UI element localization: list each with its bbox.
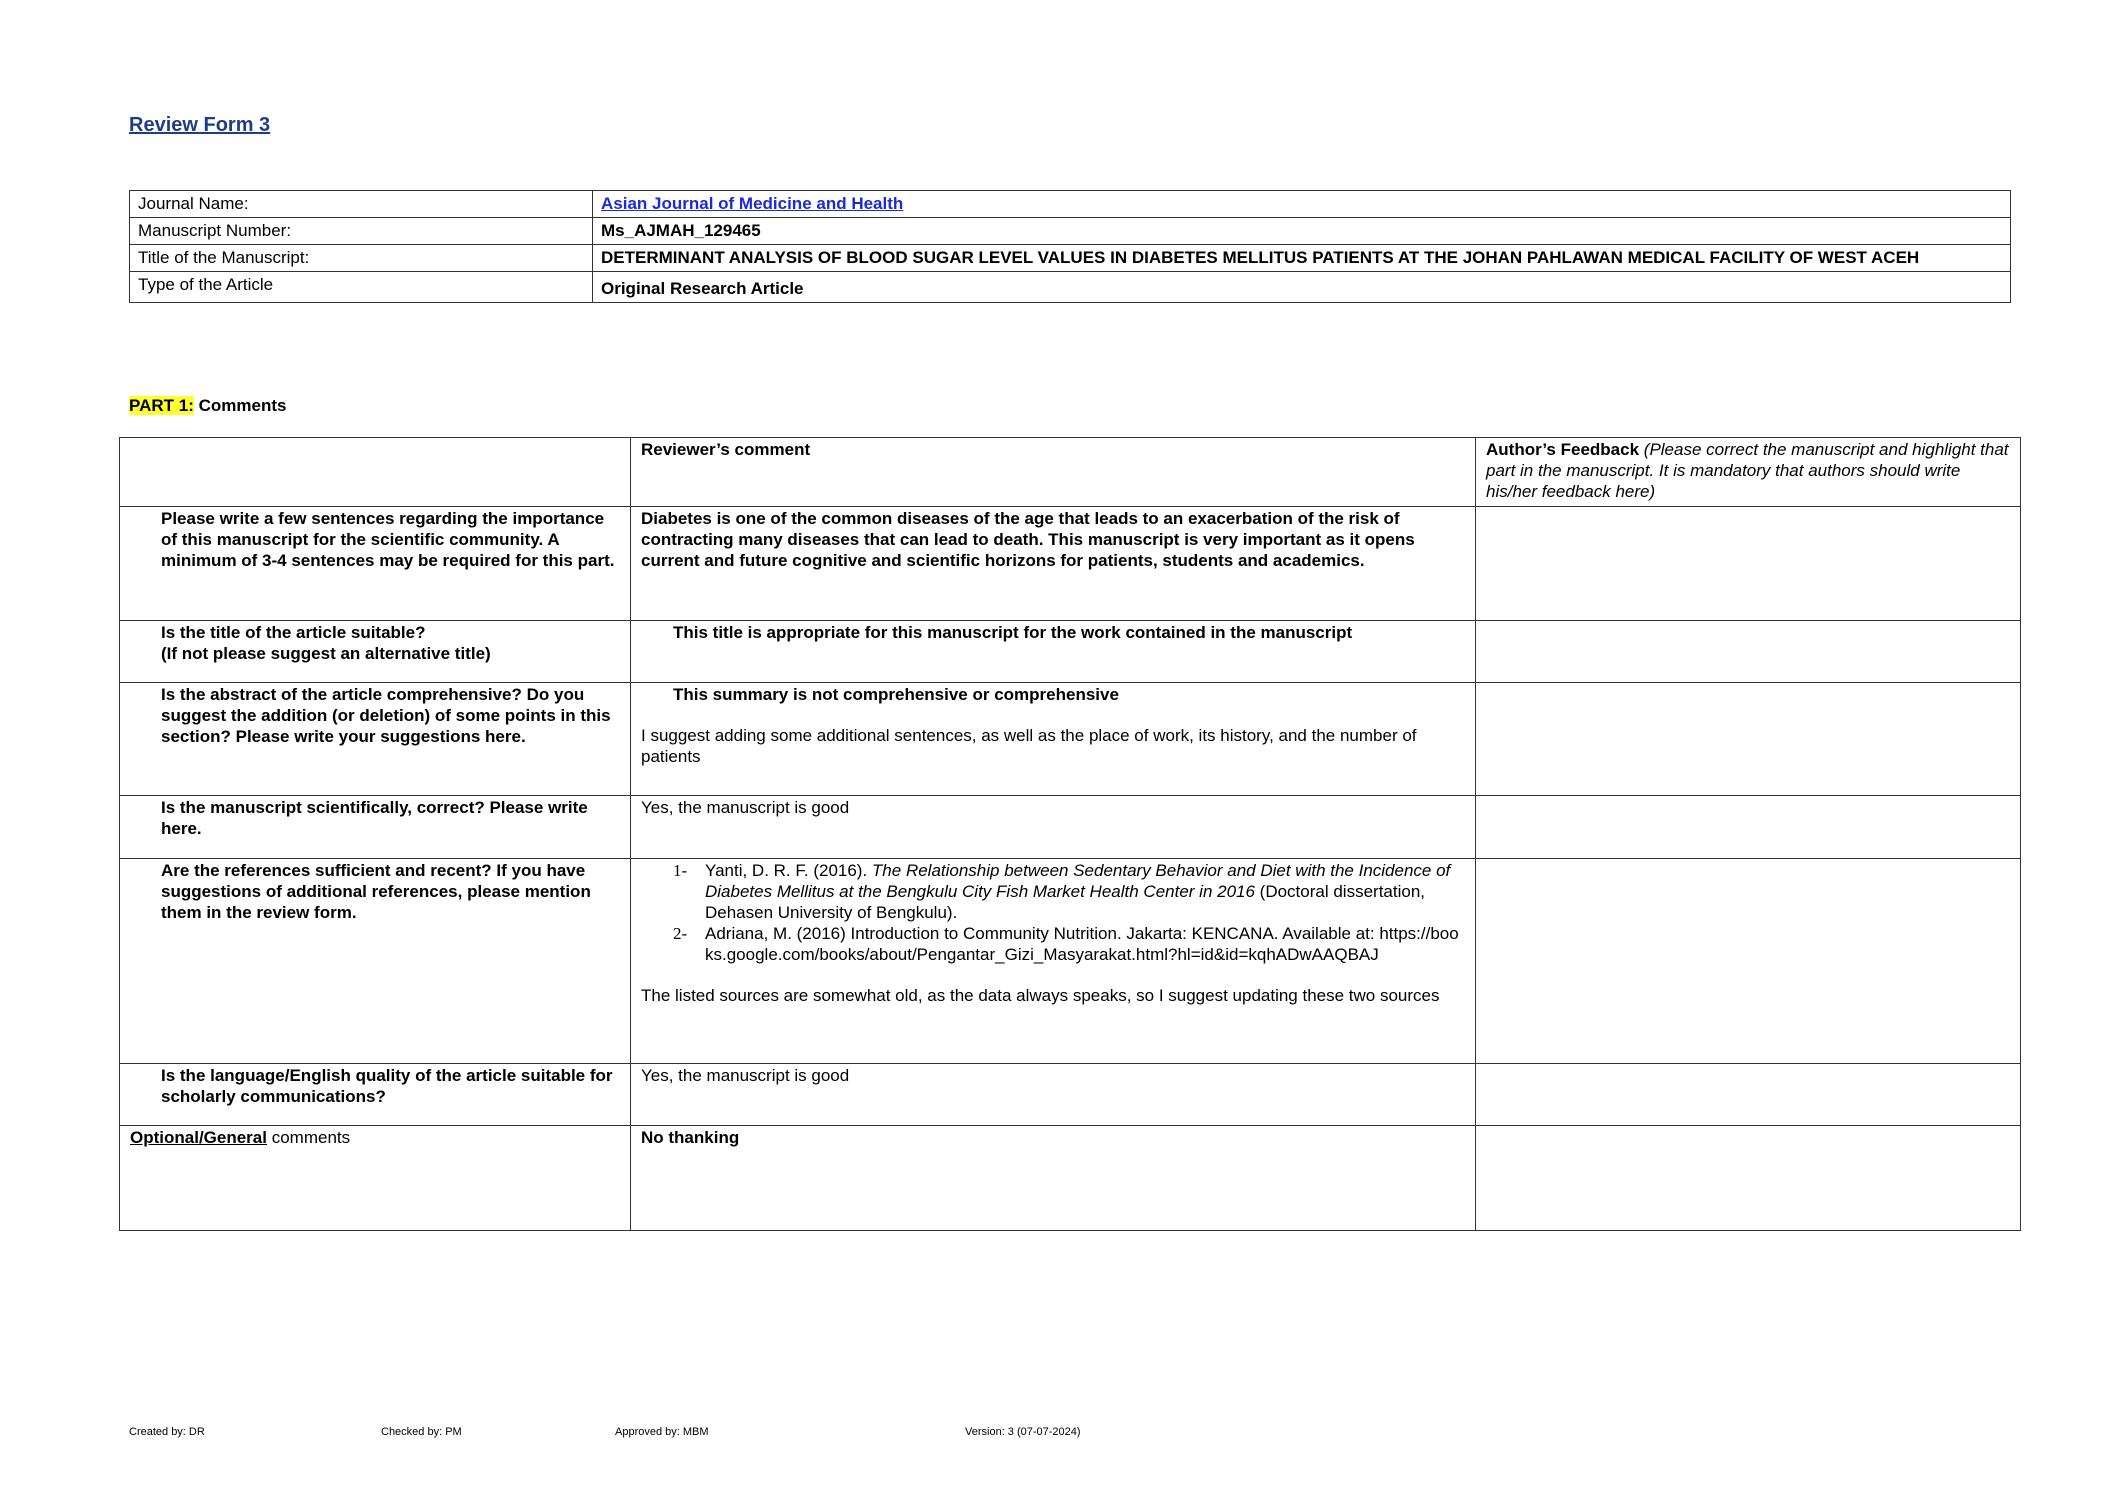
comment-abstract-cell: [631, 683, 1476, 796]
reference-item: [673, 860, 1465, 923]
review-row-optional: [120, 1126, 2021, 1231]
comment-scientific: Yes, the manuscript is good: [631, 796, 1476, 859]
optional-label-rest: comments: [266, 1128, 351, 1147]
comment-abstract-bold: This summary is not comprehensive or comprehensive: [673, 685, 1119, 704]
part1-heading: [129, 396, 286, 416]
footer-approved: Approved by: MBM: [615, 1426, 709, 1438]
comment-title-cell: [631, 621, 1476, 683]
comment-references-cell: [631, 859, 1476, 1064]
journal-link[interactable]: Asian Journal of Medicine and Health: [601, 194, 904, 213]
author-feedback-title: Author’s Feedback: [1486, 440, 1640, 459]
optional-label-cell: [120, 1126, 631, 1231]
question-references: Are the references sufficient and recent? If you have suggestions of additional references, please mention them in the review form.: [120, 859, 631, 1064]
manuscript-title-value: DETERMINANT ANALYSIS OF BLOOD SUGAR LEVEL VALUES IN DIABETES MELLITUS PATIENTS AT THE JOHAN PAHLAWAN MEDICAL FACILITY OF WEST ACEH: [593, 245, 2011, 272]
review-comments-table: [119, 437, 2021, 1231]
form-title: Review Form 3: [129, 114, 271, 136]
comment-language: Yes, the manuscript is good: [631, 1064, 1476, 1126]
review-row-abstract: [120, 683, 2021, 796]
review-row-scientific: [120, 796, 2021, 859]
author-feedback-cell[interactable]: [1476, 621, 2021, 683]
author-feedback-cell[interactable]: [1476, 683, 2021, 796]
author-feedback-cell[interactable]: [1476, 796, 2021, 859]
manuscript-number-label: Manuscript Number:: [130, 218, 593, 245]
manuscript-title-label: Title of the Manuscript:: [130, 245, 593, 272]
journal-row: [130, 191, 2011, 218]
question-language: Is the language/English quality of the article suitable for scholarly communications?: [120, 1064, 631, 1126]
review-row-language: [120, 1064, 2021, 1126]
review-row-importance: [120, 507, 2021, 621]
comment-abstract: I suggest adding some additional sentences, as well as the place of work, its history, and the number of patients: [641, 726, 1417, 766]
header-author-feedback: [1476, 438, 2021, 507]
reference-authors: Adriana, M. (2016) Introduction to Community Nutrition. Jakarta: KENCANA. Available at: https://books.google.com/books/about/Pengantar_Gizi_Masyarakat.html?hl=id&id=kqhADwAAQBAJ: [705, 924, 1459, 964]
author-feedback-cell[interactable]: [1476, 507, 2021, 621]
question-abstract: Is the abstract of the article comprehensive? Do you suggest the addition (or deletion) of some points in this section? Please write your suggestions here.: [120, 683, 631, 796]
reference-text: [705, 860, 1465, 923]
review-header-row: [120, 438, 2021, 507]
article-type-row: [130, 272, 2011, 303]
author-feedback-cell[interactable]: [1476, 1064, 2021, 1126]
header-empty-cell: [120, 438, 631, 507]
optional-comment: No thanking: [631, 1126, 1476, 1231]
author-feedback-cell[interactable]: [1476, 859, 2021, 1064]
comment-references: The listed sources are somewhat old, as the data always speaks, so I suggest updating these two sources: [641, 986, 1440, 1005]
reference-item: [673, 923, 1465, 965]
author-feedback-instructions: (Please correct the manuscript and highlight that part in the manuscript. It is mandatory that authors should write his/her feedback here): [1486, 440, 2009, 501]
article-type-label: Type of the Article: [130, 272, 593, 303]
footer-checked: Checked by: PM: [381, 1426, 462, 1438]
reference-number: 2-: [673, 924, 688, 943]
author-feedback-cell[interactable]: [1476, 1126, 2021, 1231]
reference-text: [705, 923, 1465, 965]
manuscript-info-table: [129, 190, 2011, 303]
question-importance: Please write a few sentences regarding the importance of this manuscript for the scientific community. A minimum of 3-4 sentences may be required for this part.: [120, 507, 631, 621]
comment-title: This title is appropriate for this manuscript for the work contained in the manuscript: [673, 623, 1353, 642]
part1-title: Comments: [198, 396, 287, 415]
reference-authors: Yanti, D. R. F. (2016).: [705, 861, 872, 880]
manuscript-number-value: Ms_AJMAH_129465: [593, 218, 2011, 245]
optional-label-bold: Optional/General: [130, 1128, 267, 1147]
review-row-references: [120, 859, 2021, 1064]
manuscript-title-row: [130, 245, 2011, 272]
reference-source: (Doctoral dissertation, Dehasen University of Bengkulu).: [705, 882, 1426, 922]
footer-version: Version: 3 (07-07-2024): [965, 1426, 1081, 1438]
article-type-value: Original Research Article: [593, 272, 2011, 303]
part1-label: PART 1:: [129, 396, 194, 415]
question-title: Is the title of the article suitable? (If not please suggest an alternative title): [120, 621, 631, 683]
header-reviewer-comment: Reviewer’s comment: [631, 438, 1476, 507]
comment-importance: Diabetes is one of the common diseases of the age that leads to an exacerbation of the risk of contracting many diseases that can lead to death. This manuscript is very important as it opens current and future cognitive and scientific horizons for patients, students and academics.: [631, 507, 1476, 621]
journal-label: Journal Name:: [130, 191, 593, 218]
footer-created: Created by: DR: [129, 1426, 205, 1438]
reference-title: The Relationship between Sedentary Behavior and Diet with the Incidence of Diabetes Mellitus at the Bengkulu City Fish Market Health Center in 2016: [705, 861, 1451, 901]
question-scientific: Is the manuscript scientifically, correct? Please write here.: [120, 796, 631, 859]
reference-number: 1-: [673, 861, 688, 880]
review-row-title: [120, 621, 2021, 683]
manuscript-number-row: [130, 218, 2011, 245]
